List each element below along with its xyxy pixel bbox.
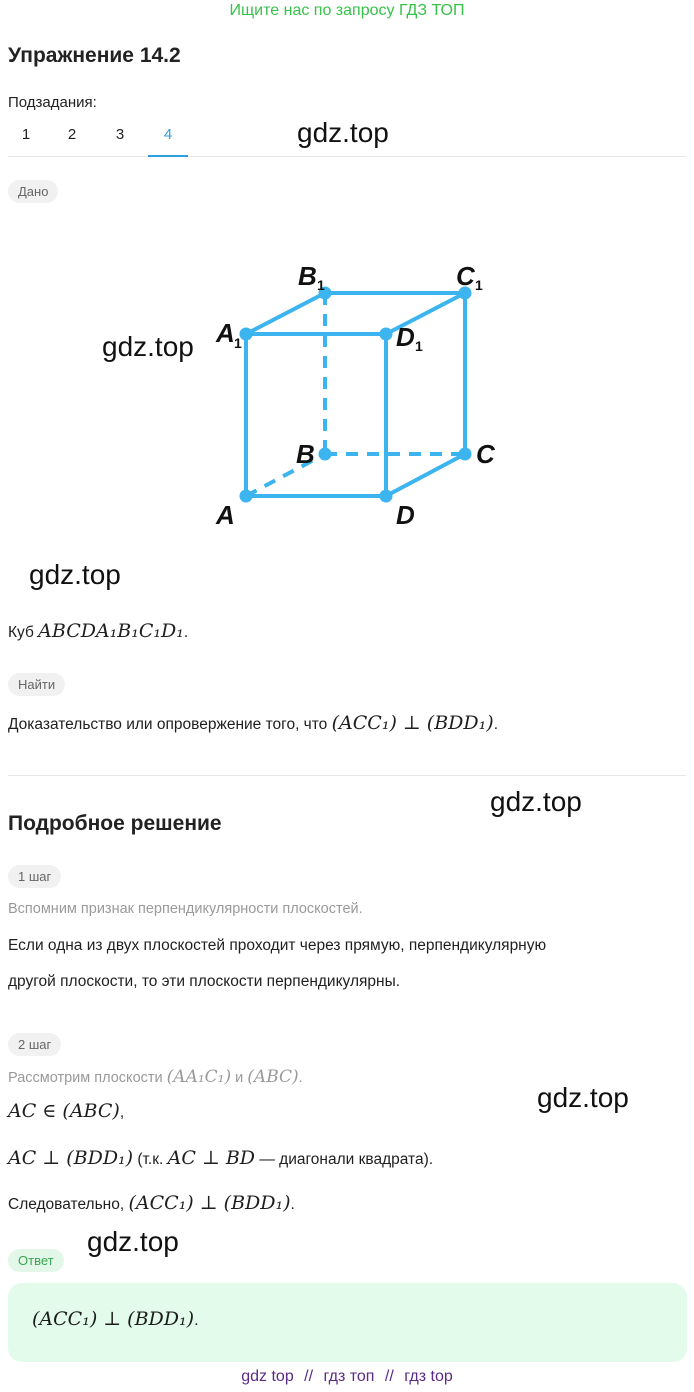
given-statement-math: ABCDA₁B₁C₁D₁ xyxy=(38,620,184,642)
step2-hint-suffix: . xyxy=(298,1070,303,1086)
given-statement xyxy=(8,620,188,642)
footer-links xyxy=(0,1368,694,1386)
step1-line1: Если одна из двух плоскостей проходит через прямую, перпендикулярную xyxy=(8,937,547,954)
step2-line2-math: AC ⊥ (BDD₁) xyxy=(8,1147,134,1169)
step2-line3-math: (ACC₁) ⊥ (BDD₁) xyxy=(128,1192,291,1214)
label-b1: B xyxy=(298,261,317,291)
step2-hint-and: и xyxy=(235,1070,244,1086)
step2-line2-text2: — диагонали квадрата). xyxy=(259,1151,434,1168)
step2-line1 xyxy=(8,1100,124,1122)
watermark: gdz.top xyxy=(87,1226,179,1257)
tab-subtask-2[interactable]: 2 xyxy=(67,126,77,143)
vertex-b xyxy=(319,448,332,461)
watermark: gdz.top xyxy=(297,117,389,148)
tab-subtask-4[interactable]: 4 xyxy=(148,126,188,157)
step2-hint-prefix: Рассмотрим плоскости xyxy=(8,1070,163,1086)
answer-chip: Ответ xyxy=(8,1249,64,1272)
step2-line2-text1: (т.к. xyxy=(137,1151,164,1168)
step1-hint: Вспомним признак перпендикулярности плоскостей. xyxy=(8,901,363,917)
step1-line2: другой плоскости, то эти плоскости перпендикулярны. xyxy=(8,973,401,990)
label-c1: C xyxy=(456,261,475,291)
solution-heading: Подробное решение xyxy=(8,812,222,835)
step1-chip: 1 шаг xyxy=(8,865,61,888)
watermark: gdz.top xyxy=(102,331,194,362)
find-statement xyxy=(8,712,498,734)
vertex-d1 xyxy=(380,328,393,341)
step2-line2 xyxy=(8,1147,433,1169)
find-math: (ACC₁) ⊥ (BDD₁) xyxy=(331,712,494,734)
label-c1-sub: 1 xyxy=(475,277,483,293)
edge-dc xyxy=(386,454,465,496)
footer-link-1[interactable]: gdz top xyxy=(241,1368,294,1385)
find-text: Доказательство или опровержение того, что xyxy=(8,716,328,733)
step2-line3-text: Следовательно, xyxy=(8,1196,125,1213)
tab-subtask-3[interactable]: 3 xyxy=(115,126,125,143)
footer-link-3[interactable]: гдз top xyxy=(404,1368,453,1385)
vertex-a xyxy=(240,490,253,503)
step2-chip: 2 шаг xyxy=(8,1033,61,1056)
tab-subtask-1[interactable]: 1 xyxy=(21,126,31,143)
label-a: A xyxy=(216,500,235,530)
footer-link-2[interactable]: гдз топ xyxy=(323,1368,375,1385)
watermark: gdz.top xyxy=(29,559,121,590)
step2-line1-math: AC ∈ (ABC) xyxy=(8,1100,120,1122)
vertex-d xyxy=(380,490,393,503)
label-a1: A xyxy=(216,318,235,348)
subtasks-label: Подзадания: xyxy=(8,94,97,111)
label-d1: D xyxy=(396,322,415,352)
label-b1-sub: 1 xyxy=(317,277,325,293)
step2-line3-suffix: . xyxy=(290,1196,295,1213)
watermark: gdz.top xyxy=(537,1082,629,1113)
edge-a1b1 xyxy=(246,293,325,334)
step2-line1-suffix: , xyxy=(119,1104,125,1121)
label-c: C xyxy=(476,439,495,469)
label-d: D xyxy=(396,500,415,530)
watermark: gdz.top xyxy=(490,786,582,817)
answer-math: (ACC₁) ⊥ (BDD₁) xyxy=(32,1308,195,1330)
search-hint-banner: Ищите нас по запросу ГДЗ ТОП xyxy=(229,2,465,19)
step2-line3 xyxy=(8,1192,295,1214)
find-suffix: . xyxy=(493,716,498,733)
step2-hint-math2: (ABC) xyxy=(247,1067,299,1087)
find-chip: Найти xyxy=(8,673,65,696)
label-d1-sub: 1 xyxy=(415,338,423,354)
page-title: Упражнение 14.2 xyxy=(8,44,181,67)
footer-separator: // xyxy=(304,1368,314,1385)
step2-line2-math2: AC ⊥ BD xyxy=(167,1147,256,1169)
label-a1-sub: 1 xyxy=(234,335,242,351)
given-chip: Дано xyxy=(8,180,58,203)
step2-hint-math1: (AA₁C₁) xyxy=(166,1067,232,1087)
answer-text xyxy=(32,1308,199,1330)
given-statement-prefix: Куб xyxy=(8,624,34,641)
section-divider xyxy=(8,775,686,776)
vertex-c xyxy=(459,448,472,461)
footer-separator: // xyxy=(384,1368,394,1385)
answer-suffix: . xyxy=(194,1312,199,1329)
given-statement-suffix: . xyxy=(183,624,189,641)
label-b: B xyxy=(296,439,315,469)
step2-hint xyxy=(8,1067,303,1087)
cube-figure xyxy=(200,250,520,540)
